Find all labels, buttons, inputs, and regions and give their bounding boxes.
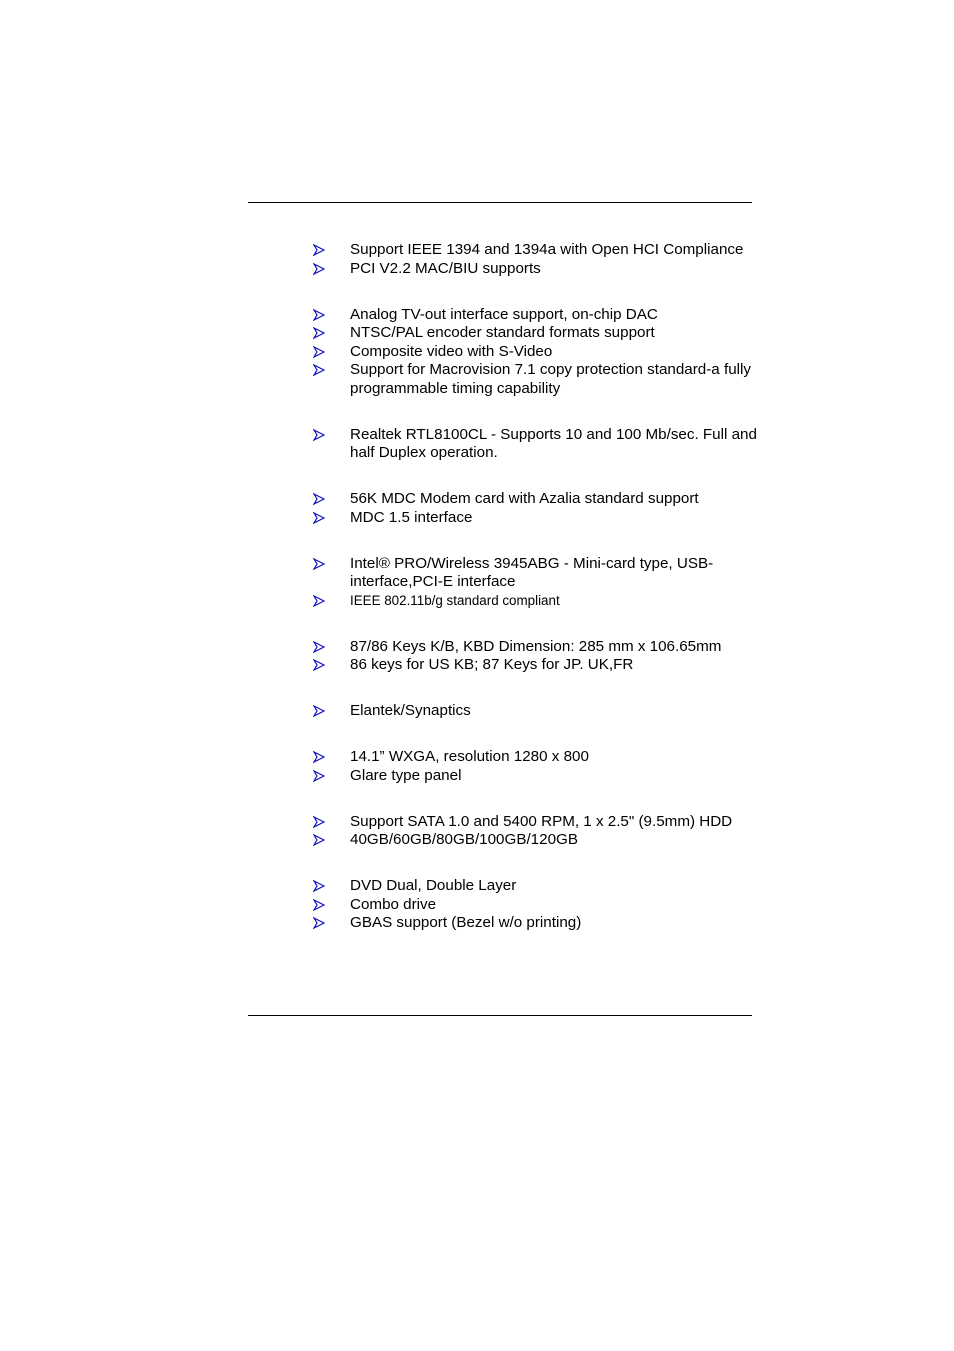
arrowhead-bullet-icon: [313, 659, 325, 671]
item-text: 86 keys for US KB; 87 Keys for JP. UK,FR: [350, 656, 634, 673]
item-text: Composite video with S-Video: [350, 342, 553, 360]
list-item: [310, 260, 760, 279]
arrowhead-bullet-icon: [313, 309, 325, 321]
arrowhead-bullet-icon: [313, 899, 325, 911]
item-text: Glare type panel: [350, 766, 462, 784]
arrowhead-bullet-icon: [313, 558, 325, 570]
list-item: [310, 767, 760, 786]
arrowhead-bullet-icon: [313, 770, 325, 782]
arrowhead-bullet-icon: [313, 327, 325, 339]
wireless-group: [310, 555, 760, 611]
list-item: [310, 638, 760, 657]
list-item: [310, 813, 760, 832]
list-item: [310, 896, 760, 915]
list-item: [310, 509, 760, 528]
item-text: Analog TV-out interface support, on-chip DAC: [350, 305, 658, 323]
arrowhead-bullet-icon: [313, 429, 325, 441]
list-item: [310, 702, 760, 721]
arrowhead-bullet-icon: [313, 751, 325, 763]
list-item: [310, 831, 760, 850]
hdd-group: [310, 813, 760, 850]
item-text: Combo drive: [350, 895, 437, 913]
item-text: Intel® PRO/Wireless 3945ABG - Mini-card type, USB-interface,PCI-E interface: [350, 554, 714, 590]
item-text: Realtek RTL8100CL - Supports 10 and 100 Mb/sec. Full and half Duplex operation.: [350, 425, 757, 461]
arrowhead-bullet-icon: [313, 816, 325, 828]
lan-group: [310, 426, 760, 463]
list-item: [310, 748, 760, 767]
item-text: IEEE 802.11b/g standard compliant: [350, 592, 560, 608]
arrowhead-bullet-icon: [313, 493, 325, 505]
item-text: 56K MDC Modem card with Azalia standard support: [350, 490, 699, 507]
item-text: Support SATA 1.0 and 5400 RPM, 1 x 2.5" (9.5mm) HDD: [350, 812, 733, 830]
item-text: MDC 1.5 interface: [350, 508, 473, 526]
ieee1394-group: [310, 241, 760, 278]
list-item: [310, 361, 760, 398]
spec-list: [310, 241, 760, 960]
list-item: [310, 555, 760, 592]
arrowhead-bullet-icon: [313, 512, 325, 524]
item-text: Support for Macrovision 7.1 copy protection standard-a fully programmable timing capability: [350, 361, 751, 397]
item-text: 40GB/60GB/80GB/100GB/120GB: [350, 831, 578, 848]
arrowhead-bullet-icon: [313, 834, 325, 846]
modem-group: [310, 490, 760, 527]
list-item: [310, 306, 760, 325]
arrowhead-bullet-icon: [313, 244, 325, 256]
arrowhead-bullet-icon: [313, 263, 325, 275]
optical-drive-group: [310, 877, 760, 933]
list-item: [310, 426, 760, 463]
tv-out-group: [310, 306, 760, 399]
item-text: DVD Dual, Double Layer: [350, 877, 517, 894]
arrowhead-bullet-icon: [313, 917, 325, 929]
list-item: [310, 914, 760, 933]
touchpad-group: [310, 702, 760, 721]
arrowhead-bullet-icon: [313, 346, 325, 358]
list-item: [310, 241, 760, 260]
top-rule: [248, 202, 752, 203]
arrowhead-bullet-icon: [313, 705, 325, 717]
keyboard-group: [310, 638, 760, 675]
item-text: PCI V2.2 MAC/BIU supports: [350, 259, 541, 277]
arrowhead-bullet-icon: [313, 364, 325, 376]
list-item: [310, 343, 760, 362]
item-text: GBAS support (Bezel w/o printing): [350, 914, 582, 931]
item-text: Elantek/Synaptics: [350, 702, 471, 719]
item-text: 87/86 Keys K/B, KBD Dimension: 285 mm x 106.65mm: [350, 637, 722, 655]
arrowhead-bullet-icon: [313, 880, 325, 892]
list-item: [310, 592, 760, 611]
list-item: [310, 490, 760, 509]
lcd-group: [310, 748, 760, 785]
item-text: NTSC/PAL encoder standard formats support: [350, 324, 655, 341]
list-item: [310, 877, 760, 896]
list-item: [310, 324, 760, 343]
list-item: [310, 656, 760, 675]
item-text: 14.1” WXGA, resolution 1280 x 800: [350, 748, 589, 765]
item-text: Support IEEE 1394 and 1394a with Open HCI Compliance: [350, 241, 744, 258]
arrowhead-bullet-icon: [313, 641, 325, 653]
bottom-rule: [248, 1015, 752, 1016]
arrowhead-bullet-icon: [313, 595, 325, 607]
